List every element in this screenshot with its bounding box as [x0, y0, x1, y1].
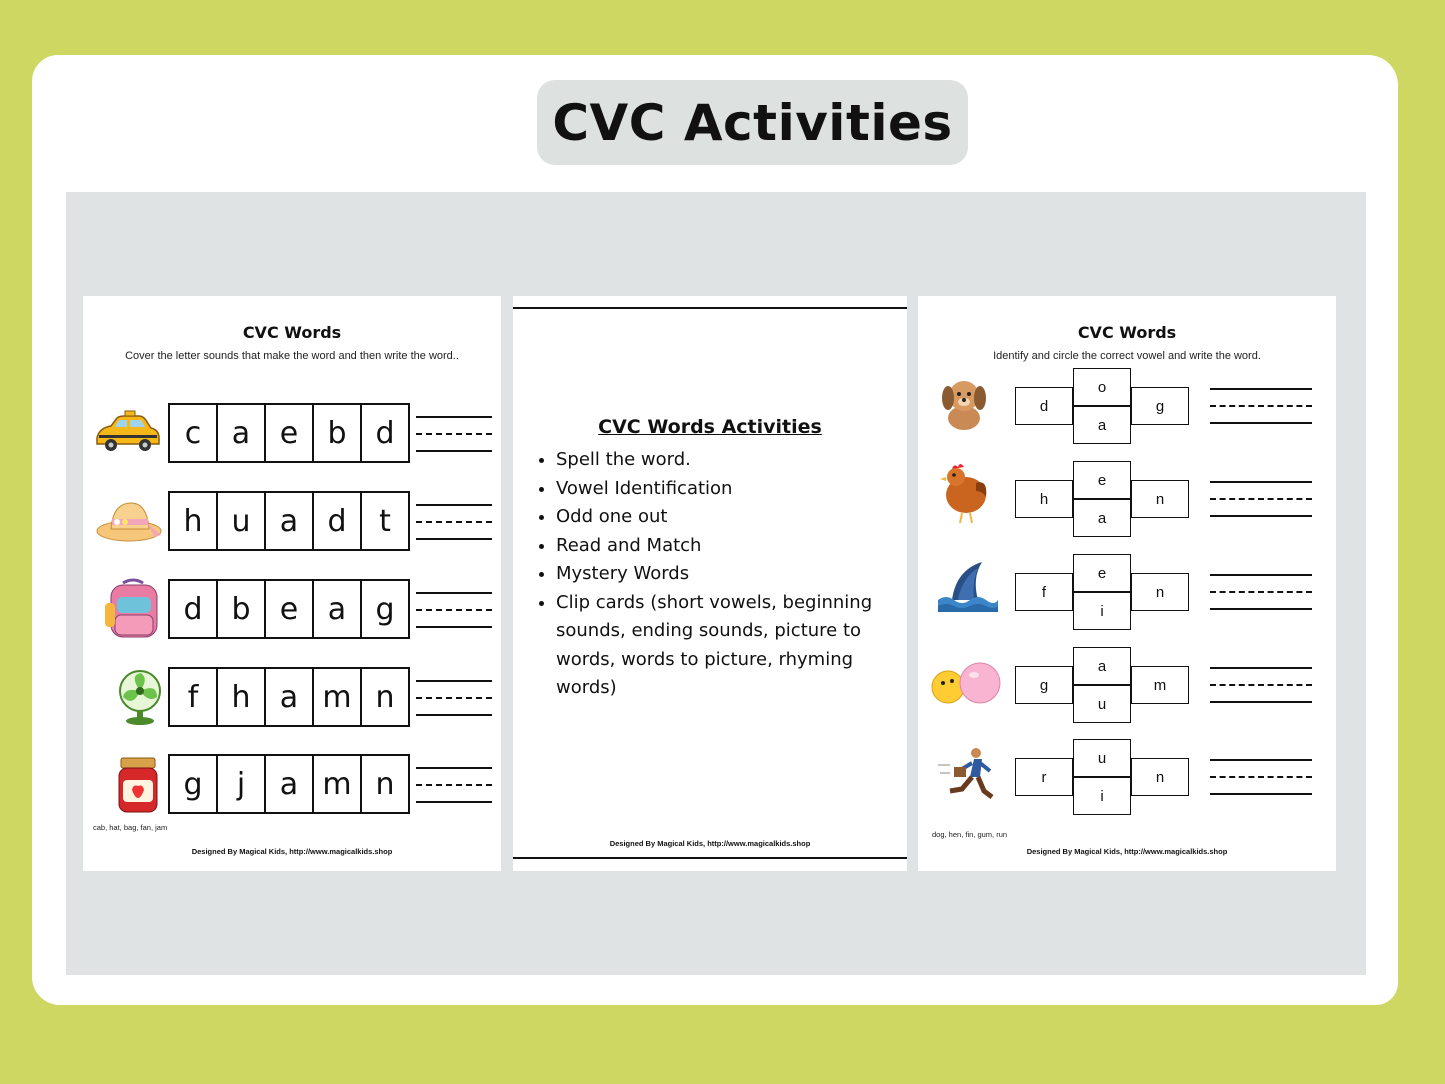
fin-icon	[938, 560, 1010, 620]
writing-lines	[416, 767, 492, 803]
letter-box: d	[314, 493, 362, 549]
top-rule	[513, 307, 907, 309]
writing-lines	[416, 504, 492, 540]
vowel-option[interactable]: o	[1073, 368, 1131, 406]
hat-icon	[95, 495, 167, 555]
word-row	[918, 461, 1336, 539]
taxi-icon	[89, 408, 161, 468]
vowel-option[interactable]: a	[1073, 499, 1131, 537]
word-row	[83, 491, 501, 551]
letter-box: b	[314, 405, 362, 461]
vowel-option[interactable]: e	[1073, 461, 1131, 499]
writing-lines	[416, 592, 492, 628]
worksheet-title: CVC Words	[242, 323, 342, 342]
word-row	[83, 667, 501, 727]
vowel-option[interactable]: a	[1073, 406, 1131, 444]
word-row	[83, 403, 501, 463]
writing-lines	[1210, 759, 1312, 795]
letter-box: a	[218, 405, 266, 461]
first-letter-box: g	[1015, 666, 1073, 704]
letter-boxes	[168, 667, 410, 727]
letter-box: m	[314, 756, 362, 812]
worksheet-footer: Designed By Magical Kids, http://www.magicalkids.shop	[191, 847, 393, 856]
list-item: • Vowel Identification	[556, 475, 906, 504]
list-item: • Spell the word.	[556, 446, 906, 475]
first-letter-box: f	[1015, 573, 1073, 611]
title-banner	[537, 80, 968, 165]
letter-box: t	[379, 503, 391, 539]
dog-icon	[936, 374, 1008, 434]
letter-box: m	[314, 669, 362, 725]
activities-list-page	[513, 296, 907, 871]
word-row	[918, 647, 1336, 725]
worksheet-footer: Designed By Magical Kids, http://www.magicalkids.shop	[1026, 847, 1228, 856]
letter-boxes	[168, 403, 410, 463]
vowel-option[interactable]: i	[1073, 777, 1131, 815]
activities-heading: CVC Words Activities	[598, 416, 822, 438]
letter-box: h	[218, 669, 266, 725]
worksheet-title: CVC Words	[1077, 323, 1177, 342]
answer-hint: cab, hat, bag, fan, jam	[93, 823, 168, 832]
letter-box: c	[170, 405, 218, 461]
word-row	[918, 554, 1336, 632]
word-row	[918, 739, 1336, 817]
list-item: • Read and Match	[556, 532, 906, 561]
answer-hint: dog, hen, fin, gum, run	[932, 830, 1008, 839]
list-item: • Odd one out	[556, 503, 906, 532]
letter-box: a	[314, 581, 362, 637]
writing-lines	[416, 680, 492, 716]
backpack-icon	[103, 577, 175, 637]
word-row	[918, 368, 1336, 446]
letter-box: d	[375, 415, 395, 451]
letter-box: n	[375, 679, 395, 715]
writing-lines	[1210, 388, 1312, 424]
worksheet-footer: Designed By Magical Kids, http://www.magicalkids.shop	[609, 839, 811, 848]
hen-icon	[936, 461, 1008, 521]
page-title: CVC Activities	[552, 93, 953, 152]
last-letter-box: n	[1131, 480, 1189, 518]
gum-icon	[930, 661, 1002, 721]
last-letter-box: m	[1131, 666, 1189, 704]
last-letter-box: g	[1131, 387, 1189, 425]
letter-boxes	[168, 754, 410, 814]
letter-box: n	[375, 766, 395, 802]
letter-box: d	[170, 581, 218, 637]
writing-lines	[416, 416, 492, 452]
letter-box: g	[170, 756, 218, 812]
worksheet-spell-word	[83, 296, 501, 871]
bottom-rule	[513, 857, 907, 859]
runner-icon	[936, 745, 1008, 805]
last-letter-box: n	[1131, 758, 1189, 796]
vowel-option[interactable]: u	[1073, 739, 1131, 777]
writing-lines	[1210, 667, 1312, 703]
letter-box: u	[218, 493, 266, 549]
writing-lines	[1210, 481, 1312, 517]
list-item: • Clip cards (short vowels, beginning sounds, ending sounds, picture to words, words to picture, rhyming words)	[556, 589, 906, 703]
first-letter-box: d	[1015, 387, 1073, 425]
letter-boxes	[168, 491, 410, 551]
letter-box: h	[170, 493, 218, 549]
worksheet-vowel-identification	[918, 296, 1336, 871]
letter-box: e	[266, 581, 314, 637]
letter-box: a	[266, 756, 314, 812]
word-row	[83, 754, 501, 814]
writing-lines	[1210, 574, 1312, 610]
last-letter-box: n	[1131, 573, 1189, 611]
vowel-option[interactable]: i	[1073, 592, 1131, 630]
list-item: • Mystery Words	[556, 560, 906, 589]
vowel-option[interactable]: a	[1073, 647, 1131, 685]
letter-box: a	[266, 493, 314, 549]
vowel-option[interactable]: e	[1073, 554, 1131, 592]
letter-box: a	[266, 669, 314, 725]
letter-box: f	[170, 669, 218, 725]
first-letter-box: r	[1015, 758, 1073, 796]
worksheet-instructions: Cover the letter sounds that make the word and then write the word..	[125, 350, 459, 362]
letter-boxes	[168, 579, 410, 639]
first-letter-box: h	[1015, 480, 1073, 518]
letter-box: e	[266, 405, 314, 461]
letter-box: g	[375, 591, 395, 627]
letter-box: j	[218, 756, 266, 812]
word-row	[83, 579, 501, 639]
letter-box: b	[218, 581, 266, 637]
activities-list	[556, 446, 906, 703]
worksheet-instructions: Identify and circle the correct vowel and write the word.	[993, 350, 1261, 362]
vowel-option[interactable]: u	[1073, 685, 1131, 723]
